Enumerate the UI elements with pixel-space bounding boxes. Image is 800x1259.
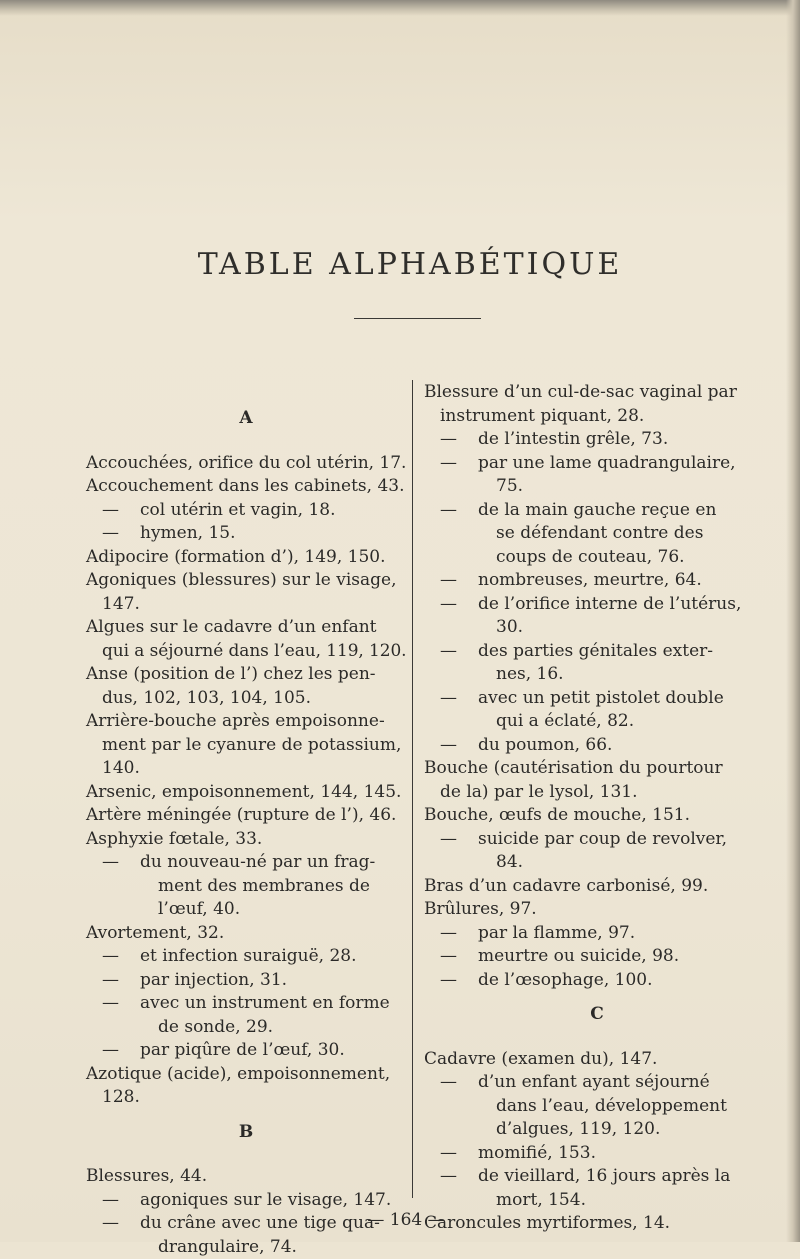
ditto-dash: —: [440, 428, 478, 452]
section-letter-b: B: [86, 1121, 406, 1145]
column-divider: [412, 380, 413, 1198]
index-entry-continuation: de la) par le lysol, 131.: [424, 781, 770, 805]
index-subentry-continuation: d’algues, 119, 120.: [424, 1118, 770, 1142]
title-rule: [354, 318, 481, 319]
ditto-dash: —: [440, 1142, 478, 1166]
index-subentry: [424, 1165, 770, 1189]
index-list-b-continued: [424, 381, 770, 992]
index-entry: Blessure d’un cul-de-sac vaginal par: [424, 381, 770, 405]
index-entry: Blessures, 44.: [86, 1165, 406, 1189]
ditto-dash: —: [440, 1165, 478, 1189]
ditto-dash: —: [102, 851, 140, 875]
index-subentry-text: agoniques sur le visage, 147.: [140, 1190, 391, 1210]
index-subentry-text: nombreuses, meurtre, 64.: [478, 570, 702, 590]
index-entry-continuation: 128.: [86, 1086, 406, 1110]
index-entry: Bras d’un cadavre carbonisé, 99.: [424, 875, 770, 899]
index-subentry: [424, 1071, 770, 1095]
index-subentry: [86, 1189, 406, 1213]
index-subentry-text: et infection suraiguë, 28.: [140, 946, 357, 966]
ditto-dash: —: [440, 922, 478, 946]
index-subentry-continuation: 75.: [424, 475, 770, 499]
index-subentry-text: du poumon, 66.: [478, 735, 612, 755]
index-subentry: [86, 522, 406, 546]
index-subentry-text: du crâne avec une tige qua-: [140, 1213, 380, 1233]
index-entry: Cadavre (examen du), 147.: [424, 1048, 770, 1072]
index-subentry-text: des parties génitales exter-: [478, 641, 713, 661]
index-subentry-text: par piqûre de l’œuf, 30.: [140, 1040, 345, 1060]
index-subentry: [86, 969, 406, 993]
index-entry-continuation: instrument piquant, 28.: [424, 405, 770, 429]
index-entry: Asphyxie fœtale, 33.: [86, 828, 406, 852]
left-column: [86, 396, 406, 1259]
ditto-dash: —: [440, 499, 478, 523]
index-subentry-text: de l’orifice interne de l’utérus,: [478, 594, 741, 614]
index-subentry: [86, 851, 406, 875]
index-subentry: [424, 428, 770, 452]
index-subentry-text: d’un enfant ayant séjourné: [478, 1072, 710, 1092]
index-entry: Anse (position de l’) chez les pen-: [86, 663, 406, 687]
ditto-dash: —: [440, 452, 478, 476]
index-subentry: [424, 452, 770, 476]
index-subentry-text: momifié, 153.: [478, 1143, 596, 1163]
index-entry-continuation: qui a séjourné dans l’eau, 119, 120.: [86, 640, 405, 664]
ditto-dash: —: [440, 593, 478, 617]
index-subentry: [424, 687, 770, 711]
index-subentry-text: avec un instrument en forme: [140, 993, 390, 1013]
index-entry-continuation: 140.: [86, 757, 406, 781]
index-subentry-continuation: se défendant contre des: [424, 522, 770, 546]
index-subentry: [424, 499, 770, 523]
index-subentry-text: par une lame quadrangulaire,: [478, 453, 736, 473]
index-entry: Brûlures, 97.: [424, 898, 770, 922]
index-subentry: [424, 569, 770, 593]
index-entry: Bouche (cautérisation du pourtour: [424, 757, 770, 781]
ditto-dash: —: [102, 1039, 140, 1063]
index-subentry-text: de la main gauche reçue en: [478, 500, 716, 520]
index-entry: Caroncules myrtiformes, 14.: [424, 1212, 770, 1236]
index-subentry-text: du nouveau-né par un frag-: [140, 852, 375, 872]
index-entry: Adipocire (formation d’), 149, 150.: [86, 546, 406, 570]
index-subentry-continuation: 30.: [424, 616, 770, 640]
section-letter-c: C: [424, 1003, 770, 1027]
index-subentry-text: par la flamme, 97.: [478, 923, 635, 943]
index-entry: Agoniques (blessures) sur le visage,: [86, 569, 406, 593]
ditto-dash: —: [102, 992, 140, 1016]
page-binding-edge: [786, 0, 800, 1242]
page-title: TABLE ALPHABÉTIQUE: [0, 247, 800, 282]
index-entry: Avortement, 32.: [86, 922, 406, 946]
index-subentry-continuation: l’œuf, 40.: [86, 898, 406, 922]
index-subentry: [424, 593, 770, 617]
index-entry: Arrière-bouche après empoisonne-: [86, 710, 406, 734]
index-subentry: [86, 499, 406, 523]
index-entry-continuation: 147.: [86, 593, 406, 617]
section-letter-a: A: [86, 407, 406, 431]
index-subentry: [424, 1142, 770, 1166]
index-entry: Accouchement dans les cabinets, 43.: [86, 475, 406, 499]
index-list-a: [86, 452, 406, 1110]
index-subentry: [424, 640, 770, 664]
index-subentry: [424, 922, 770, 946]
index-subentry-text: par injection, 31.: [140, 970, 287, 990]
index-subentry-text: hymen, 15.: [140, 523, 236, 543]
index-subentry-text: de l’intestin grêle, 73.: [478, 429, 668, 449]
index-subentry-continuation: 84.: [424, 851, 770, 875]
index-subentry-continuation: qui a éclaté, 82.: [424, 710, 770, 734]
index-entry: Accouchées, orifice du col utérin, 17.: [86, 452, 406, 476]
ditto-dash: —: [102, 1212, 140, 1236]
index-subentry: [86, 1039, 406, 1063]
right-column: [424, 381, 770, 1236]
page-number: — 164 —: [0, 1210, 800, 1230]
index-subentry: [424, 969, 770, 993]
index-subentry-continuation: drangulaire, 74.: [86, 1236, 406, 1259]
index-entry: Bouche, œufs de mouche, 151.: [424, 804, 770, 828]
index-subentry-text: suicide par coup de revolver,: [478, 829, 727, 849]
index-subentry: [86, 992, 406, 1016]
index-subentry-continuation: mort, 154.: [424, 1189, 770, 1213]
ditto-dash: —: [102, 1189, 140, 1213]
index-entry-continuation: ment par le cyanure de potassium,: [86, 734, 406, 758]
index-subentry-continuation: dans l’eau, développement: [424, 1095, 770, 1119]
ditto-dash: —: [102, 499, 140, 523]
ditto-dash: —: [440, 734, 478, 758]
index-subentry-continuation: ment des membranes de: [86, 875, 406, 899]
index-subentry: [86, 945, 406, 969]
index-subentry-text: meurtre ou suicide, 98.: [478, 946, 679, 966]
index-subentry-text: avec un petit pistolet double: [478, 688, 724, 708]
index-subentry-text: de l’œsophage, 100.: [478, 970, 653, 990]
index-entry: Arsenic, empoisonnement, 144, 145.: [86, 781, 406, 805]
ditto-dash: —: [440, 969, 478, 993]
page-top-edge: [0, 0, 800, 16]
index-subentry-continuation: de sonde, 29.: [86, 1016, 406, 1040]
index-subentry-text: de vieillard, 16 jours après la: [478, 1166, 730, 1186]
ditto-dash: —: [440, 640, 478, 664]
index-entry: Artère méningée (rupture de l’), 46.: [86, 804, 406, 828]
index-subentry: [424, 734, 770, 758]
ditto-dash: —: [440, 569, 478, 593]
ditto-dash: —: [440, 945, 478, 969]
index-entry: Algues sur le cadavre d’un enfant: [86, 616, 406, 640]
index-subentry: [424, 945, 770, 969]
ditto-dash: —: [440, 1071, 478, 1095]
index-list-c: [424, 1048, 770, 1236]
index-entry-continuation: dus, 102, 103, 104, 105.: [86, 687, 406, 711]
ditto-dash: —: [102, 969, 140, 993]
index-subentry-text: col utérin et vagin, 18.: [140, 500, 336, 520]
index-entry: Azotique (acide), empoisonnement,: [86, 1063, 406, 1087]
ditto-dash: —: [440, 687, 478, 711]
index-subentry-continuation: coups de couteau, 76.: [424, 546, 770, 570]
index-subentry: [424, 828, 770, 852]
ditto-dash: —: [102, 945, 140, 969]
ditto-dash: —: [102, 522, 140, 546]
ditto-dash: —: [440, 828, 478, 852]
index-subentry-continuation: nes, 16.: [424, 663, 770, 687]
